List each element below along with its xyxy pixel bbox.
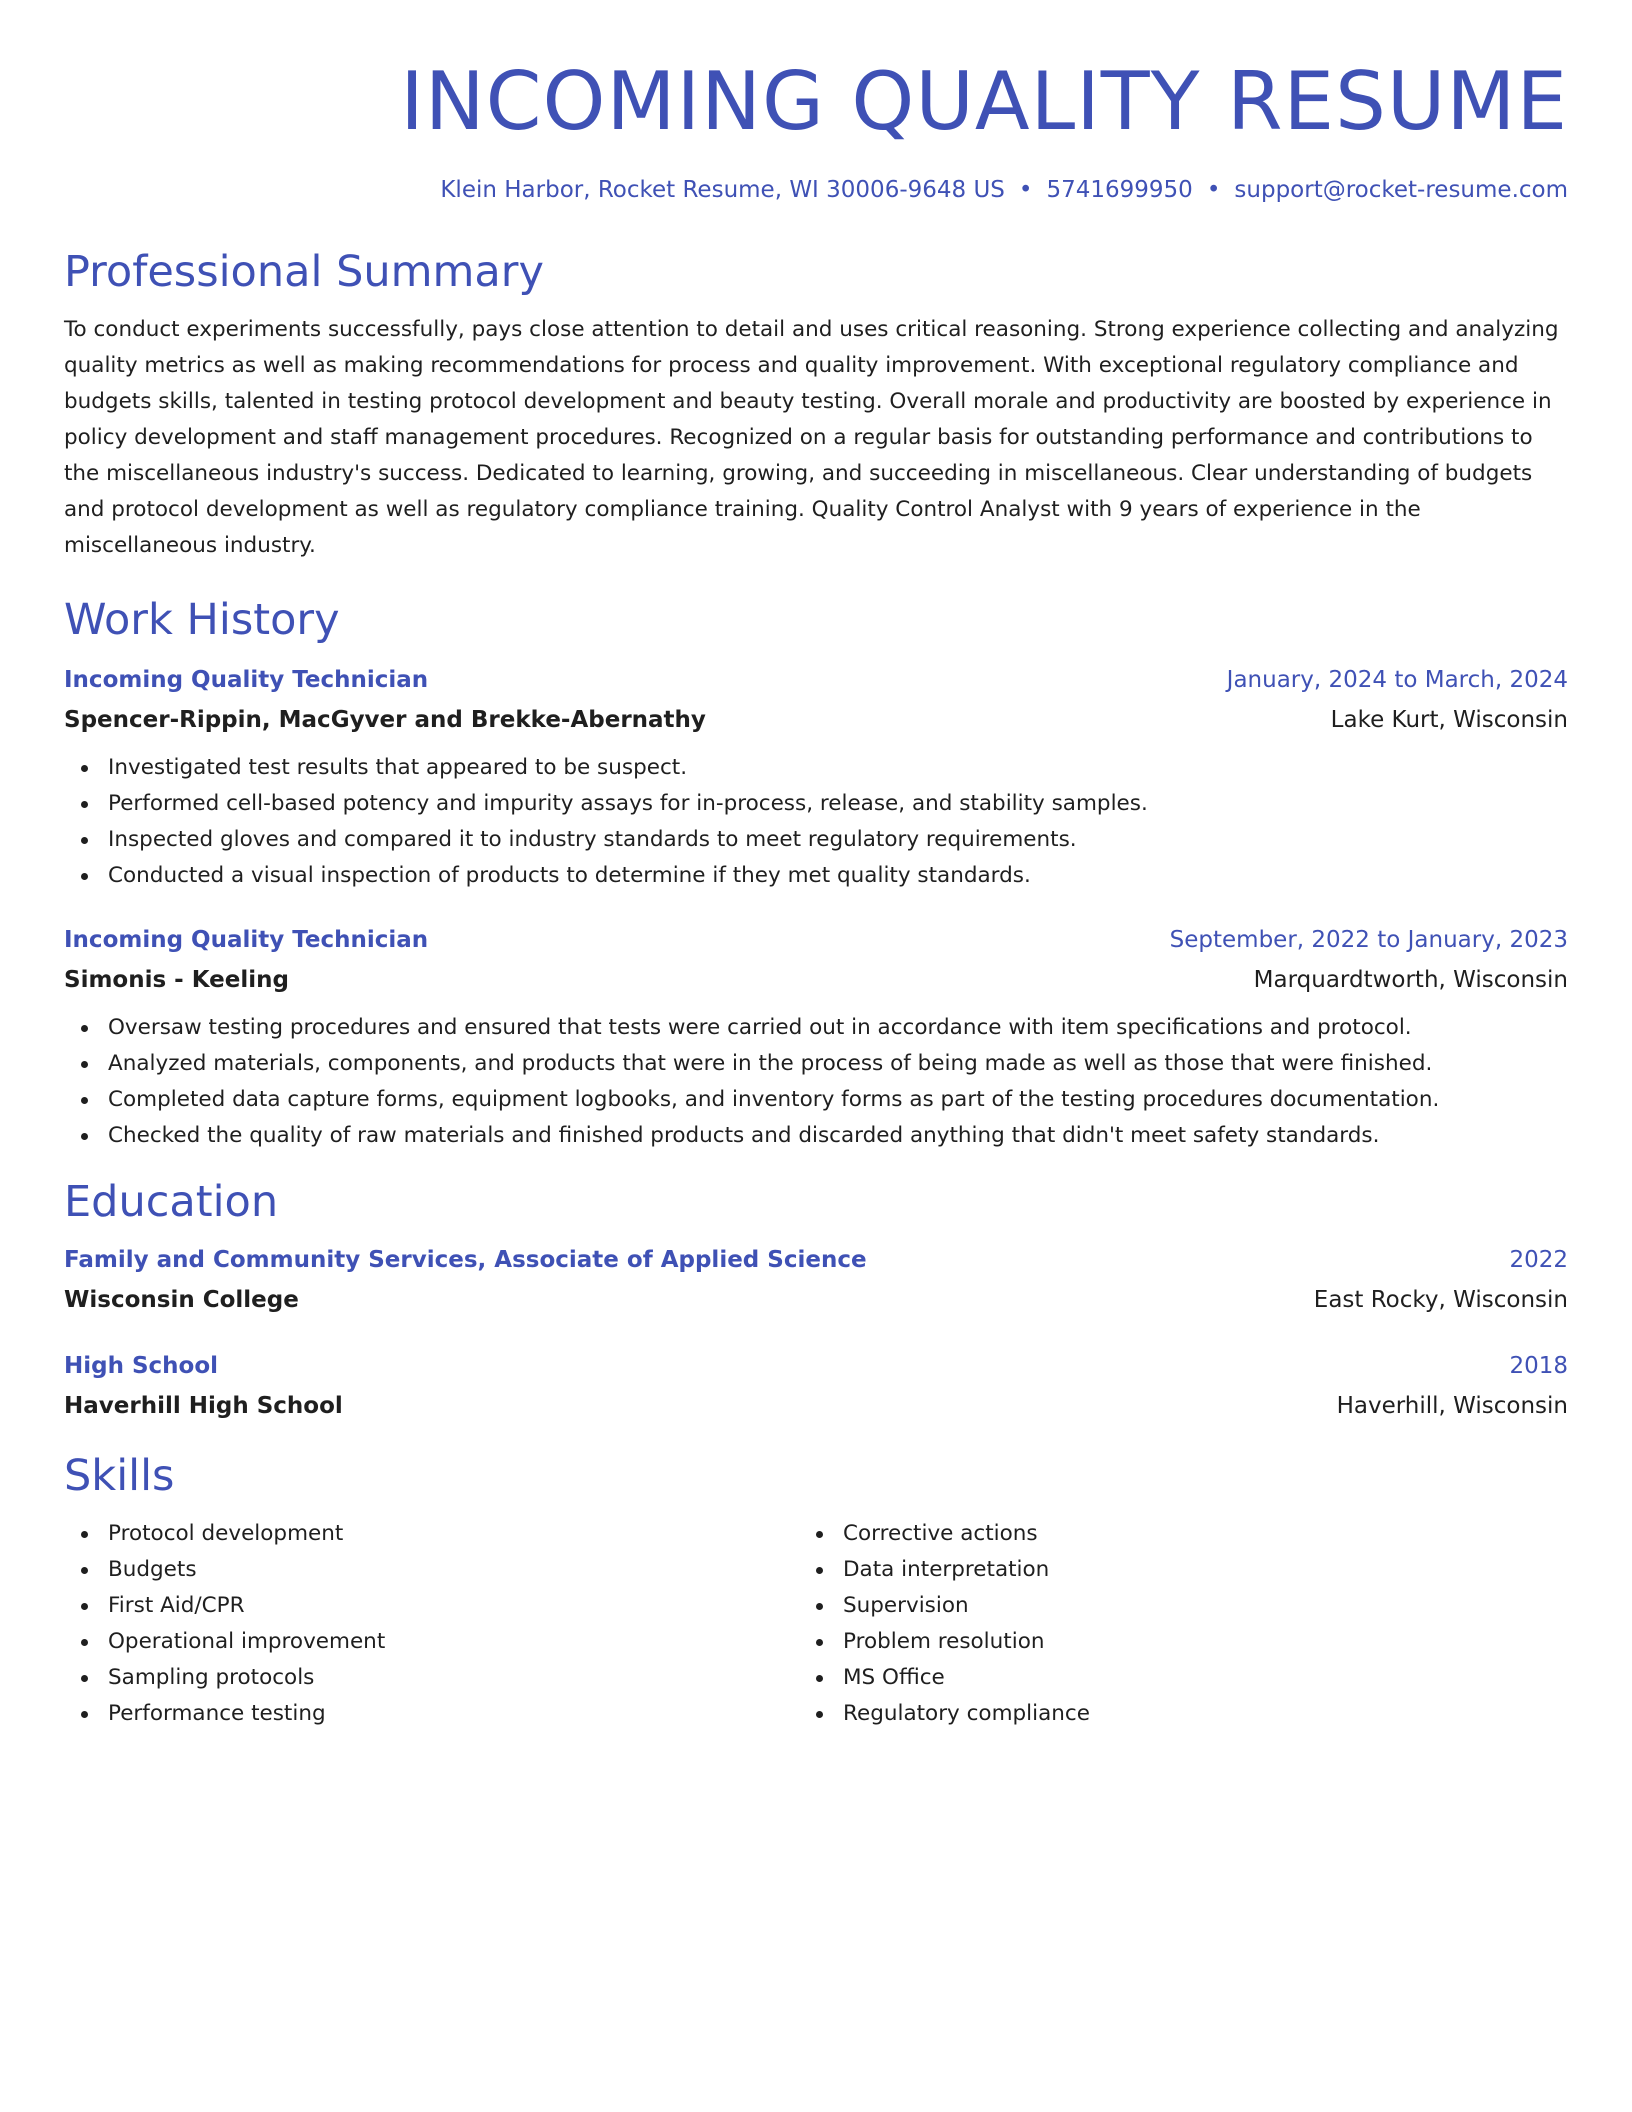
education-year: 2022 (1509, 1247, 1568, 1273)
job-header-row (64, 920, 1568, 960)
skills-grid (64, 1516, 1568, 1732)
job-title: Incoming Quality Technician (64, 927, 429, 953)
job-company-row (64, 700, 1568, 740)
resume-title: INCOMING QUALITY RESUME (400, 55, 1568, 148)
education-location: Haverhill, Wisconsin (1336, 1393, 1568, 1419)
job-dates: January, 2024 to March, 2024 (1226, 667, 1568, 693)
education-degree: Family and Community Services, Associate of Applied Science (64, 1247, 867, 1273)
skills-list-right (799, 1516, 1534, 1732)
skill-item: Data interpretation (843, 1552, 1534, 1588)
job-entry (64, 660, 1568, 894)
contact-email[interactable]: support@rocket-resume.com (1234, 177, 1568, 203)
skill-item: Regulatory compliance (843, 1696, 1534, 1732)
job-company-row (64, 960, 1568, 1000)
skill-item: Protocol development (108, 1516, 799, 1552)
education-section (64, 1176, 1568, 1426)
list-item: Checked the quality of raw materials and finished products and discarded anything that didn't meet safety standards. (108, 1118, 1568, 1154)
skill-item: Problem resolution (843, 1624, 1534, 1660)
summary-text: To conduct experiments successfully, pays close attention to detail and uses critical reasoning. Strong experience collecting and analyzing quality metrics as well as making recommendations for process and quality improvement. With exceptional regulatory compliance and budgets skills, talented in testing protocol development and beauty testing. Overall morale and productivity are boosted by experience in policy development and staff management procedures. Recognized on a regular basis for outstanding performance and contributions to the miscellaneous industry's success. Dedicated to learning, growing, and succeeding in miscellaneous. Clear understanding of budgets and protocol development as well as regulatory compliance training. Quality Control Analyst with 9 years of experience in the miscellaneous industry. (64, 317, 1559, 558)
job-header-row (64, 660, 1568, 700)
list-item: Oversaw testing procedures and ensured that tests were carried out in accordance with item specifications and protocol. (108, 1010, 1568, 1046)
summary-section (64, 246, 1568, 564)
skill-item: First Aid/CPR (108, 1588, 799, 1624)
skill-item: MS Office (843, 1660, 1534, 1696)
job-company: Spencer-Rippin, MacGyver and Brekke-Abernathy (64, 707, 706, 733)
skills-column-left (64, 1516, 799, 1732)
job-bullets (64, 1010, 1568, 1154)
education-year: 2018 (1509, 1353, 1568, 1379)
summary-heading: Professional Summary (64, 247, 544, 297)
job-entry (64, 920, 1568, 1154)
job-location: Marquardtworth, Wisconsin (1253, 967, 1568, 993)
job-title: Incoming Quality Technician (64, 667, 429, 693)
skills-heading: Skills (64, 1451, 175, 1501)
skills-list-left (64, 1516, 799, 1732)
skills-column-right (799, 1516, 1534, 1732)
list-item: Conducted a visual inspection of products to determine if they met quality standards. (108, 858, 1568, 894)
skill-item: Corrective actions (843, 1516, 1534, 1552)
job-bullets (64, 750, 1568, 894)
contact-separator: • (1018, 177, 1033, 203)
list-item: Inspected gloves and compared it to industry standards to meet regulatory requirements. (108, 822, 1568, 858)
work-history-heading: Work History (64, 595, 340, 645)
job-dates: September, 2022 to January, 2023 (1169, 927, 1568, 953)
skills-section (64, 1450, 1568, 1732)
skill-item: Sampling protocols (108, 1660, 799, 1696)
contact-phone: 5741699950 (1046, 177, 1193, 203)
skill-item: Budgets (108, 1552, 799, 1588)
education-school: Wisconsin College (64, 1287, 299, 1313)
education-school-row (64, 1386, 1568, 1426)
resume-header (64, 0, 1568, 206)
education-school: Haverhill High School (64, 1393, 343, 1419)
contact-line (64, 174, 1568, 206)
list-item: Analyzed materials, components, and products that were in the process of being made as well as those that were finished. (108, 1046, 1568, 1082)
skill-item: Supervision (843, 1588, 1534, 1624)
job-company: Simonis - Keeling (64, 967, 289, 993)
work-history-section (64, 594, 1568, 1154)
contact-address: Klein Harbor, Rocket Resume, WI 30006-9648 US (440, 177, 1005, 203)
education-heading: Education (64, 1177, 279, 1227)
list-item: Performed cell-based potency and impurity assays for in-process, release, and stability samples. (108, 786, 1568, 822)
education-entry (64, 1240, 1568, 1320)
list-item: Completed data capture forms, equipment logbooks, and inventory forms as part of the testing procedures documentation. (108, 1082, 1568, 1118)
education-entry (64, 1346, 1568, 1426)
education-header-row (64, 1240, 1568, 1280)
education-header-row (64, 1346, 1568, 1386)
contact-separator: • (1206, 177, 1221, 203)
education-school-row (64, 1280, 1568, 1320)
skill-item: Performance testing (108, 1696, 799, 1732)
education-location: East Rocky, Wisconsin (1313, 1287, 1568, 1313)
list-item: Investigated test results that appeared to be suspect. (108, 750, 1568, 786)
education-degree: High School (64, 1353, 219, 1379)
skill-item: Operational improvement (108, 1624, 799, 1660)
job-location: Lake Kurt, Wisconsin (1330, 707, 1568, 733)
